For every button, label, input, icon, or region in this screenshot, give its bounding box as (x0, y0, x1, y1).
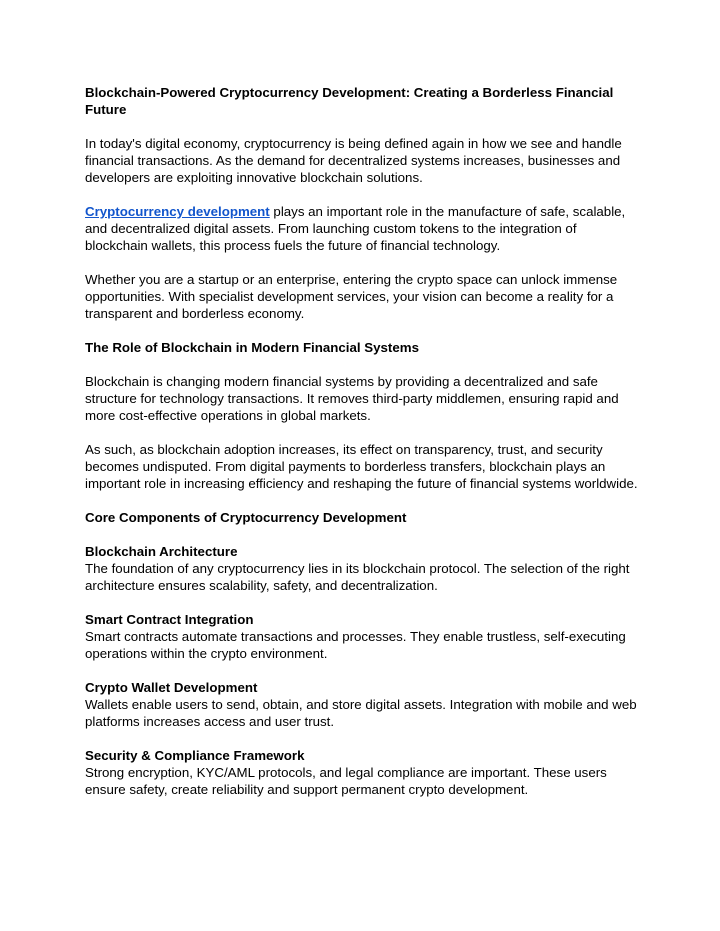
component-text: The foundation of any cryptocurrency lies in its blockchain protocol. The selection of the right architecture ensures scalability, safety, and decentralization. (85, 561, 630, 593)
component-text: Wallets enable users to send, obtain, and store digital assets. Integration with mobile and web platforms increases access and user trust. (85, 697, 637, 729)
intro-paragraph: In today's digital economy, cryptocurrency is being defined again in how we see and handle financial transactions. As the demand for decentralized systems increases, businesses and developers are exploiting innovative blockchain solutions. (85, 136, 622, 185)
component-section-smart-contract-integration (85, 611, 640, 662)
component-heading: Smart Contract Integration (85, 612, 254, 627)
component-text: Smart contracts automate transactions and processes. They enable trustless, self-executing operations within the crypto environment. (85, 629, 626, 661)
startup-paragraph: Whether you are a startup or an enterprise, entering the crypto space can unlock immense opportunities. With specialist development services, your vision can become a reality for a transparent and borderless economy. (85, 272, 618, 321)
component-section-crypto-wallet-development (85, 679, 640, 730)
role-paragraph-2: As such, as blockchain adoption increases, its effect on transparency, trust, and security becomes undisputed. From digital payments to borderless transfers, blockchain plays an important role in increasing efficiency and reshaping the future of financial systems worldwide. (85, 442, 638, 491)
components-heading: Core Components of Cryptocurrency Development (85, 510, 407, 525)
role-heading: The Role of Blockchain in Modern Financial Systems (85, 340, 419, 355)
component-heading: Crypto Wallet Development (85, 680, 258, 695)
component-section-blockchain-architecture (85, 543, 640, 594)
document-page (85, 84, 640, 815)
link-paragraph-text: plays an important role in the manufacture of safe, scalable, and decentralized digital assets. From launching custom tokens to the integration of blockchain wallets, this process fuels the future of financial technology. (85, 204, 626, 253)
component-text: Strong encryption, KYC/AML protocols, and legal compliance are important. These users ensure safety, create reliability and support permanent crypto development. (85, 765, 607, 797)
component-section-security-compliance (85, 747, 640, 798)
component-heading: Security & Compliance Framework (85, 748, 305, 763)
role-paragraph-1: Blockchain is changing modern financial systems by providing a decentralized and safe structure for technology transactions. It removes third-party middlemen, ensuring rapid and more cost-effective operations in global markets. (85, 374, 619, 423)
document-title: Blockchain-Powered Cryptocurrency Development: Creating a Borderless Financial Future (85, 85, 614, 117)
component-heading: Blockchain Architecture (85, 544, 238, 559)
link-paragraph (85, 203, 640, 254)
cryptocurrency-development-link[interactable]: Cryptocurrency development (85, 204, 270, 219)
